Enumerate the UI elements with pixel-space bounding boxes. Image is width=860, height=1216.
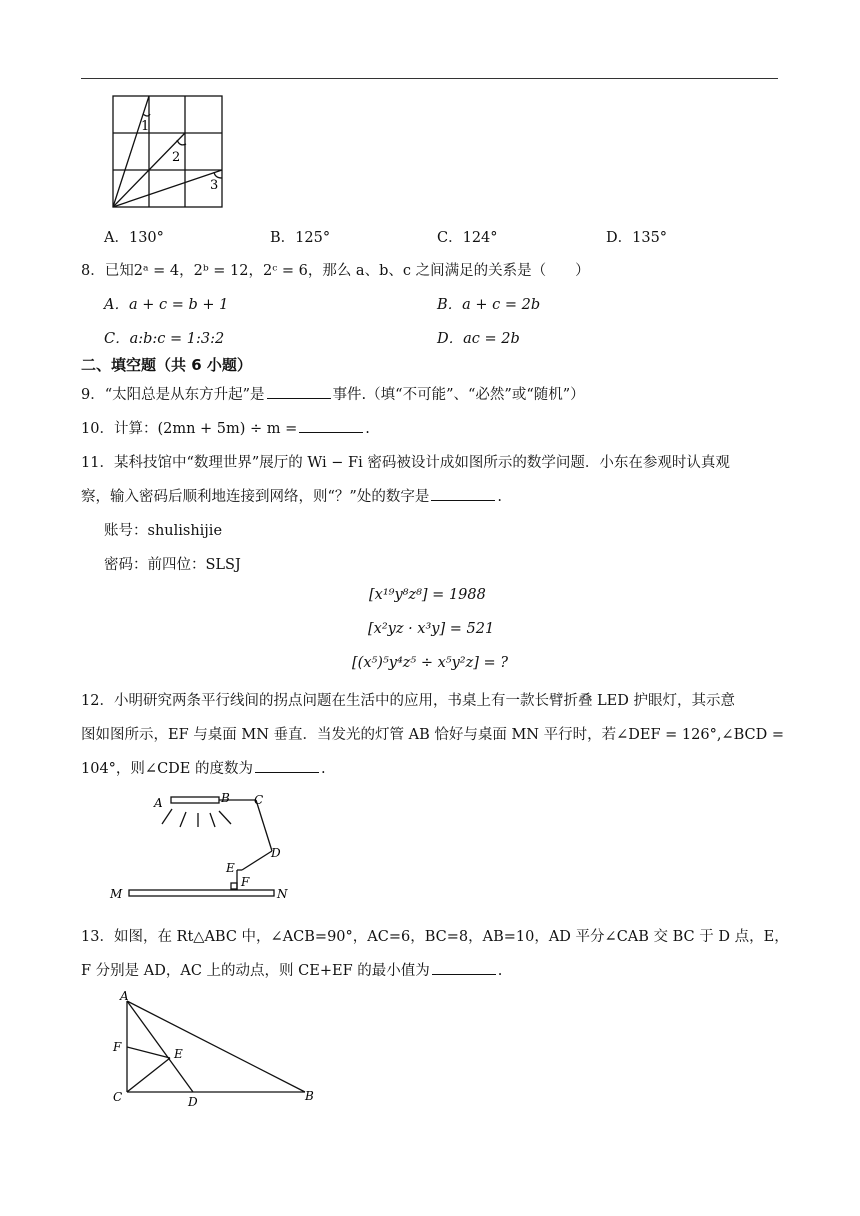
q13-triangle-figure [108, 986, 323, 1106]
q8-option-b[interactable]: B．a + c = 2b [437, 297, 541, 313]
q11-text-after: . [497, 489, 502, 505]
q13-point-label: A [120, 989, 129, 1003]
q9-question [81, 383, 585, 404]
q10-text-before: 10．计算：(2mn + 5m) ÷ m = [81, 421, 298, 437]
q12-point-label: D [271, 846, 281, 860]
q13-point-label: E [174, 1047, 183, 1061]
q12-line2: 图如图所示，EF 与桌面 MN 垂直．当发光的灯管 AB 恰好与桌面 MN 平行时，若∠DEF = 126°,∠BCD = [81, 727, 784, 743]
q11-password: 密码：前四位：SLSJ [104, 557, 241, 573]
q11-answer-blank[interactable] [431, 486, 495, 501]
q7-grid-figure [108, 92, 228, 212]
q13-answer-blank[interactable] [432, 960, 496, 975]
q13-text-after: . [497, 963, 503, 979]
q8-option-d[interactable]: D．ac = 2b [437, 331, 520, 347]
q10-question [81, 417, 370, 438]
q8-option-c[interactable]: C．a:b:c = 1:3:2 [104, 331, 225, 347]
q13-line2 [81, 959, 502, 980]
q11-text-before: 察，输入密码后顺利地连接到网络，则“？”处的数字是 [81, 489, 430, 505]
q12-point-label: M [110, 887, 123, 901]
q13-point-label: C [113, 1090, 123, 1104]
q12-text-before: 104°，则∠CDE 的度数为 [81, 761, 253, 777]
q7-option-b[interactable]: B．125° [270, 230, 331, 246]
q12-point-label: F [241, 875, 250, 889]
q7-option-c[interactable]: C．124° [437, 230, 498, 246]
q12-point-label: A [154, 796, 163, 810]
q10-answer-blank[interactable] [299, 418, 363, 433]
q11-equation-1: [x¹⁹y⁸z⁸] = 1988 [369, 587, 486, 603]
q13-text-before: F 分别是 AD，AC 上的动点，则 CE+EF 的最小值为 [81, 963, 430, 979]
q11-equation-3: [(x⁵)⁵y⁴z⁵ ÷ x⁵y²z] = ? [352, 655, 509, 671]
q9-answer-blank[interactable] [267, 384, 331, 399]
q7-angle-label: 1 [141, 119, 150, 134]
section-title: 二、填空题（共 6 小题） [81, 356, 252, 374]
q13-point-label: F [113, 1040, 122, 1054]
q12-line1: 12．小明研究两条平行线间的拐点问题在生活中的应用，书桌上有一款长臂折叠 LED 护眼灯，其示意 [81, 693, 736, 709]
q13-line1: 13．如图，在 Rt△ABC 中，∠ACB=90°，AC=6，BC=8，AB=10，AD 平分∠CAB 交 BC 于 D 点，E， [81, 929, 789, 945]
q7-angle-label: 3 [210, 178, 219, 193]
q11-line2 [81, 485, 502, 506]
q8-option-a[interactable]: A．a + c = b + 1 [104, 297, 229, 313]
q10-text-after: . [365, 421, 370, 437]
q12-point-label: E [226, 861, 235, 875]
q11-line1: 11．某科技馆中“数理世界”展厅的 Wi − Fi 密码被设计成如图所示的数学问题．小东在参观时认真观 [81, 455, 730, 471]
q12-lamp-figure [104, 788, 304, 902]
q9-text-before: 9．“太阳总是从东方升起”是 [81, 387, 265, 403]
q7-option-a[interactable]: A．130° [104, 230, 164, 246]
q9-text-after: 事件.（填“不可能”、“必然”或“随机”） [332, 387, 585, 403]
q12-point-label: N [277, 887, 288, 901]
q12-line3 [81, 757, 326, 778]
q12-point-label: B [221, 791, 230, 805]
q7-angle-label: 2 [172, 150, 181, 165]
q7-option-d[interactable]: D．135° [606, 230, 668, 246]
q11-equation-2: [x²yz · x³y] = 521 [368, 621, 495, 637]
q12-point-label: C [254, 793, 264, 807]
q13-point-label: B [305, 1089, 314, 1103]
q13-point-label: D [188, 1095, 198, 1106]
q12-text-after: . [321, 761, 326, 777]
q11-account: 账号：shulishijie [104, 523, 223, 539]
header-rule [81, 78, 778, 79]
q8-stem: 8．已知2ᵃ = 4，2ᵇ = 12，2ᶜ = 6，那么 a、b、c 之间满足的关系是（ ） [81, 263, 590, 279]
q12-answer-blank[interactable] [255, 758, 319, 773]
